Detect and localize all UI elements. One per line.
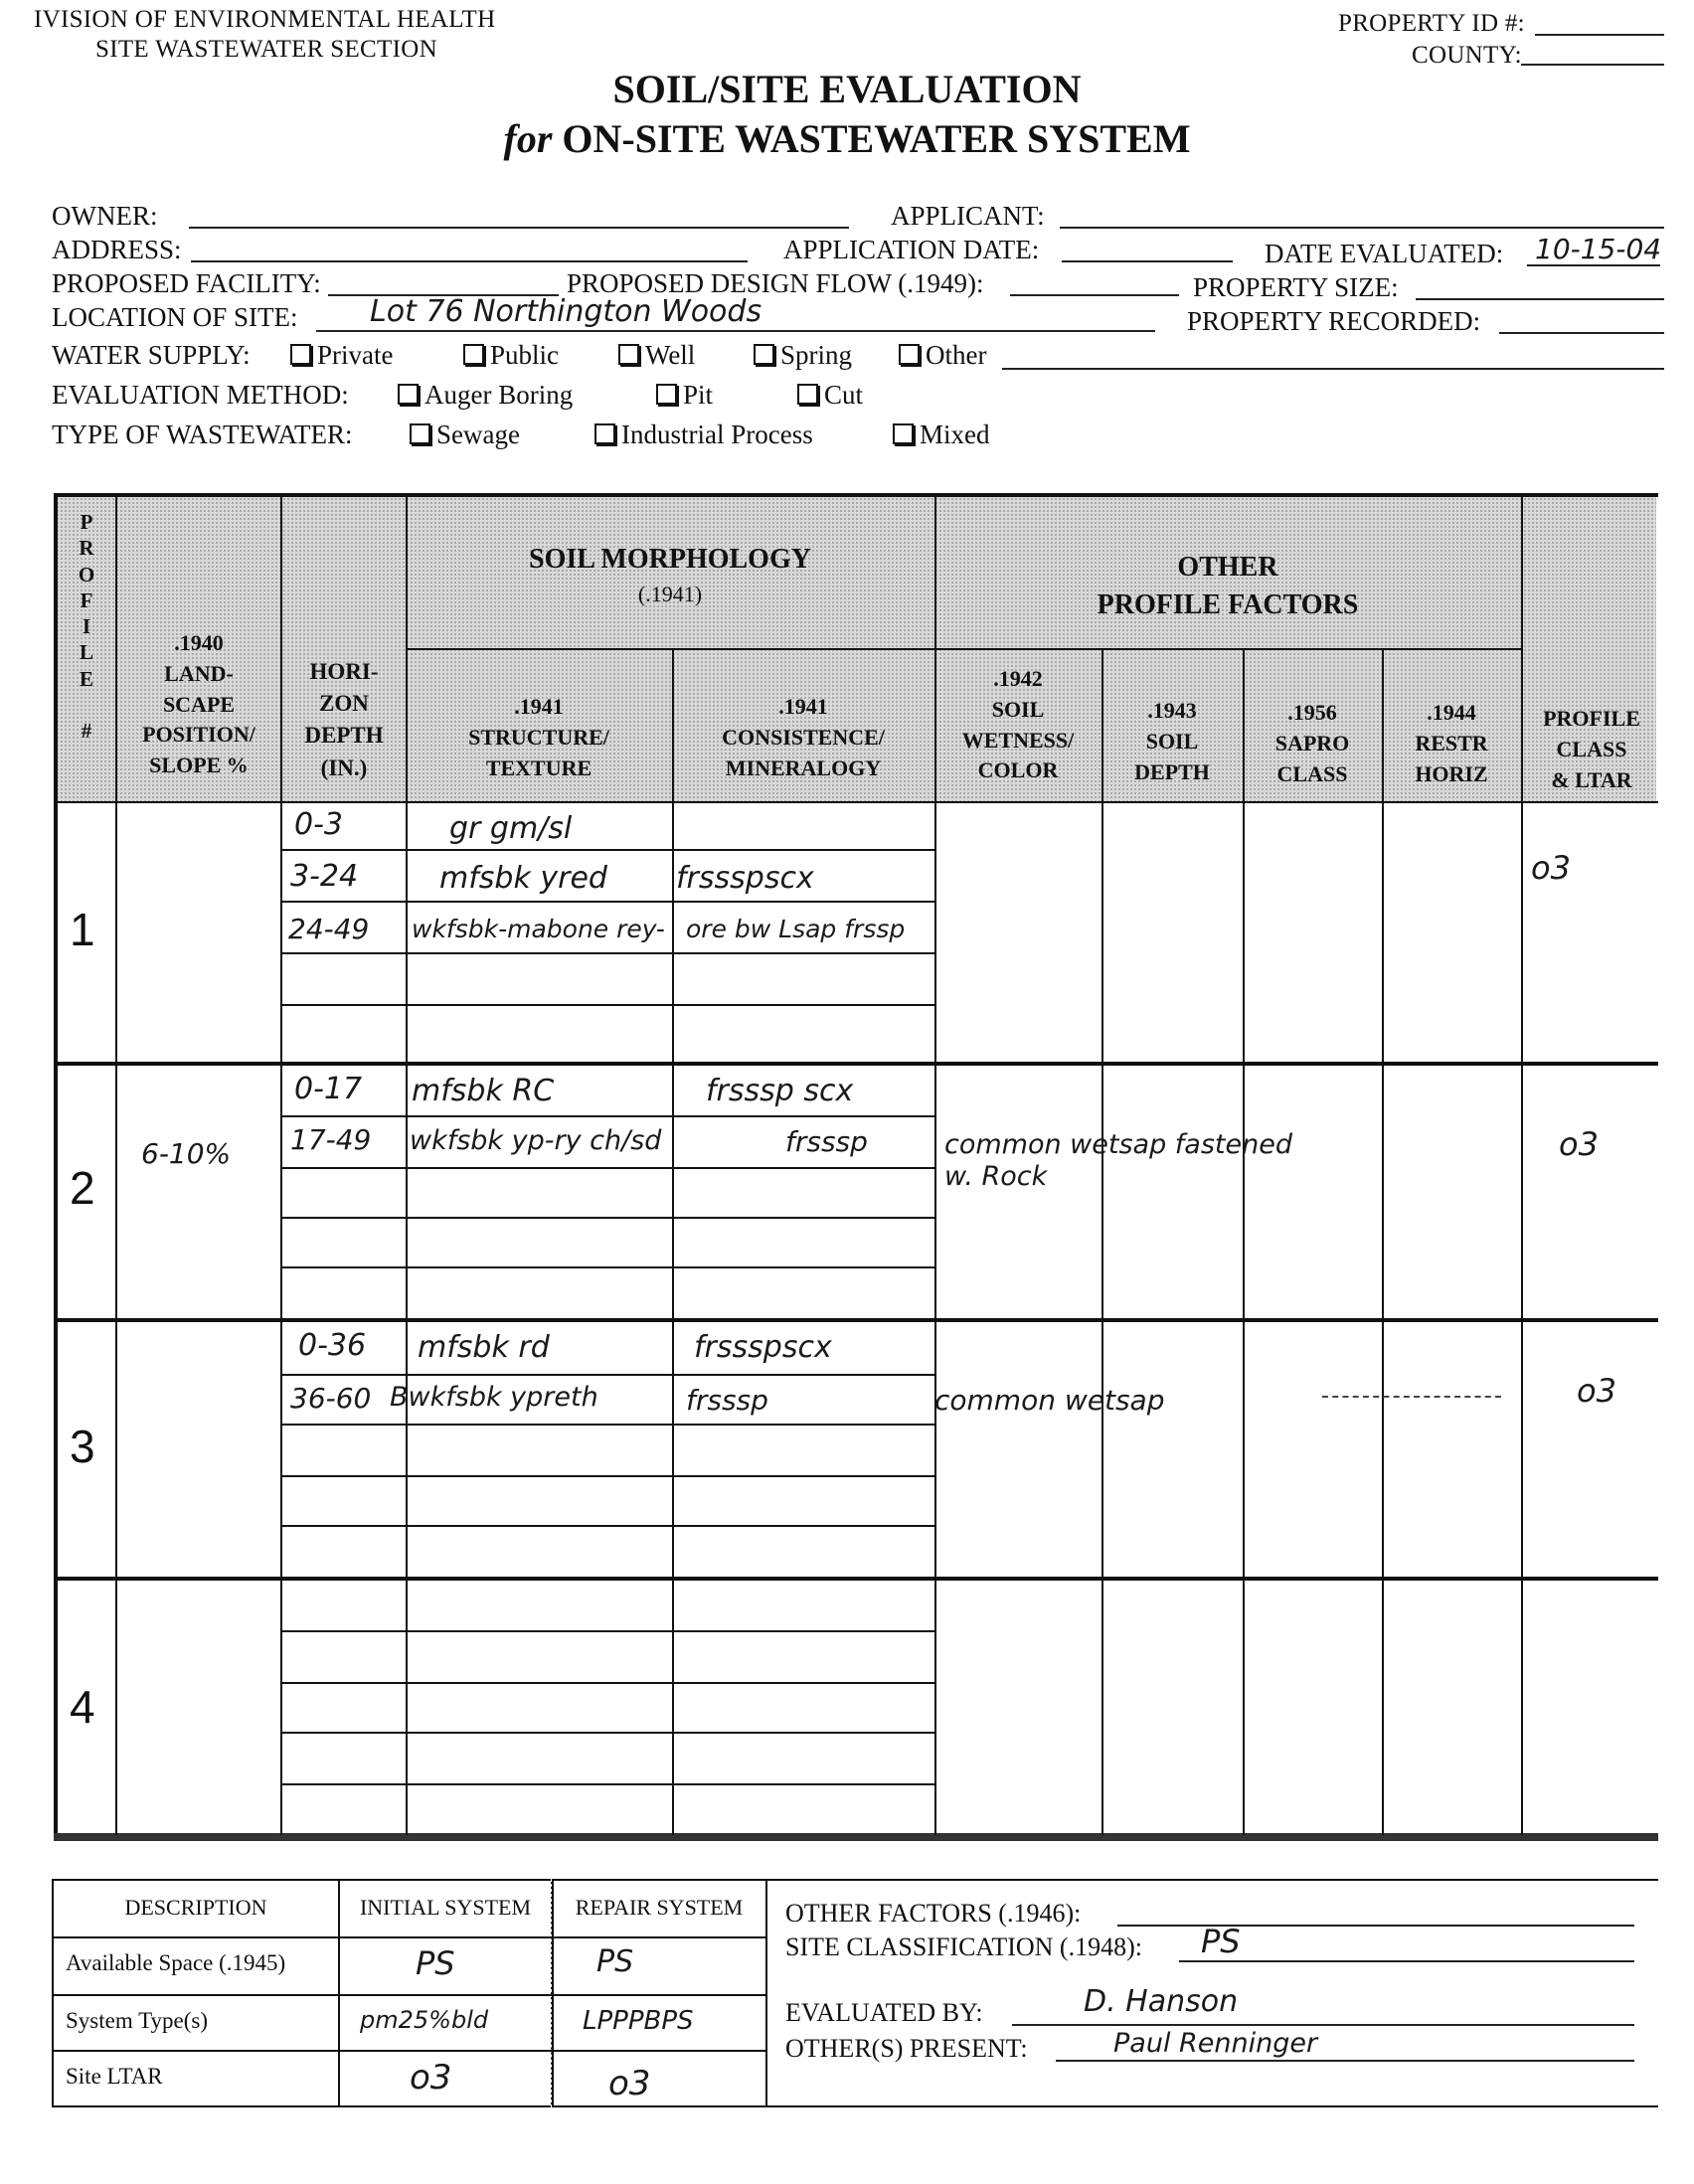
- row-system-type-initial: pm25%bld: [360, 2006, 489, 2034]
- property-id-line[interactable]: [1535, 34, 1664, 36]
- division-title: IVISION OF ENVIRONMENTAL HEALTH: [34, 6, 496, 33]
- water-supply-spring[interactable]: [754, 340, 852, 371]
- horizon-row-line: [280, 1374, 934, 1376]
- horizon-row-line: [280, 901, 934, 903]
- horizon-row-line: [280, 1004, 934, 1006]
- horizon-row-line: [280, 1783, 934, 1785]
- property-id-label: PROPERTY ID #:: [1338, 10, 1525, 37]
- site-classification-value: PS: [1201, 1923, 1241, 1960]
- p2-depth-1: 0-17: [294, 1072, 363, 1106]
- other-factors-label: OTHER FACTORS (.1946):: [785, 1899, 1082, 1928]
- water-supply-other-line[interactable]: [1002, 368, 1664, 370]
- p3-structure-1: mfsbk rd: [418, 1330, 550, 1365]
- evaluated-by-line[interactable]: [1012, 2024, 1634, 2026]
- p3-depth-1: 0-36: [298, 1328, 367, 1363]
- soil-morphology-title: SOIL MORPHOLOGY: [529, 544, 811, 575]
- p3-wetness: common wetsap: [934, 1384, 1165, 1417]
- p2-class: o3: [1559, 1125, 1599, 1163]
- section-title: SITE WASTEWATER SECTION: [95, 36, 437, 63]
- others-present-line[interactable]: [1056, 2060, 1634, 2062]
- form-title: SOIL/SITE EVALUATION: [612, 67, 1082, 111]
- p2-structure-1: mfsbk RC: [412, 1074, 555, 1108]
- p3-class: o3: [1577, 1372, 1616, 1410]
- row-site-ltar-initial: o3: [410, 2058, 452, 2098]
- horizon-row-line: [280, 1732, 934, 1734]
- option-label: Cut: [824, 380, 864, 410]
- horizon-row-line: [280, 1682, 934, 1684]
- p2-wetness: common wetsap fastened w. Rock: [944, 1129, 1292, 1193]
- checkbox-icon[interactable]: [594, 423, 615, 444]
- date-evaluated-label: DATE EVALUATED:: [1265, 239, 1504, 268]
- header-consistence: .1941 CONSISTENCE/ MINERALOGY: [722, 694, 885, 780]
- row-site-ltar-repair: o3: [608, 2064, 651, 2103]
- wastewater-type-industrial[interactable]: [594, 420, 813, 450]
- col-divider: [1382, 648, 1384, 1835]
- address-label: ADDRESS:: [52, 235, 182, 264]
- row-system-type-repair: LPPPBPS: [583, 2006, 694, 2036]
- horizon-row-line: [280, 1217, 934, 1219]
- horizon-row-line: [280, 952, 934, 954]
- row-available-space-initial: PS: [416, 1944, 455, 1982]
- checkbox-icon[interactable]: [290, 344, 311, 365]
- profile-number: 4: [70, 1681, 95, 1733]
- p1-consistence-2: frssspscx: [676, 861, 814, 896]
- water-supply-well[interactable]: [618, 340, 695, 371]
- profile-separator: [54, 1577, 1658, 1581]
- checkbox-icon[interactable]: [893, 423, 914, 444]
- application-date-label: APPLICATION DATE:: [783, 235, 1040, 264]
- checkbox-icon[interactable]: [618, 344, 639, 365]
- bottom-head-repair: REPAIR SYSTEM: [575, 1895, 744, 1920]
- row-available-space-label: Available Space (.1945): [66, 1950, 286, 1975]
- option-label: Public: [490, 340, 560, 370]
- row-system-type-label: System Type(s): [66, 2008, 208, 2033]
- option-label: Private: [317, 340, 394, 370]
- bottom-row-line: [52, 2050, 765, 2052]
- p2-landscape: 6-10%: [141, 1137, 232, 1170]
- header-landscape: .1940 LAND- SCAPE POSITION/ SLOPE %: [142, 630, 255, 778]
- soil-morphology-code: (.1941): [637, 581, 703, 606]
- p1-structure-3: wkfsbk-mabone rey-: [412, 915, 665, 943]
- horizon-row-line: [280, 1525, 934, 1527]
- p3-consistence-2: frsssp: [686, 1384, 768, 1417]
- address-line[interactable]: [191, 260, 748, 262]
- wastewater-type-mixed[interactable]: [893, 420, 990, 450]
- header-sapro: .1956 SAPRO CLASS: [1274, 700, 1350, 786]
- header-subdivide-line: [406, 648, 1521, 650]
- checkbox-icon[interactable]: [410, 423, 430, 444]
- p3-depth-2: 36-60: [290, 1382, 372, 1415]
- checkbox-icon[interactable]: [398, 384, 419, 405]
- evaluated-by-label: EVALUATED BY:: [785, 1998, 983, 2027]
- horizon-row-line: [280, 1475, 934, 1477]
- evaluated-by-signature: D. Hanson: [1084, 1984, 1239, 2019]
- header-wetness: .1942 SOIL WETNESS/ COLOR: [961, 666, 1075, 783]
- water-supply-label: WATER SUPPLY:: [52, 340, 251, 370]
- option-label: Auger Boring: [424, 380, 574, 410]
- water-supply-public[interactable]: [463, 340, 559, 371]
- applicant-label: APPLICANT:: [891, 201, 1045, 231]
- owner-label: OWNER:: [52, 201, 158, 231]
- header-soil-depth: .1943 SOIL DEPTH: [1134, 698, 1210, 784]
- horizon-row-line: [280, 1167, 934, 1169]
- p3-consistence-1: frssspscx: [694, 1330, 832, 1365]
- horizon-row-line: [280, 1266, 934, 1268]
- form-subtitle-text: ON-SITE WASTEWATER SYSTEM: [562, 116, 1191, 161]
- horizon-row-line: [280, 1630, 934, 1632]
- option-label: Mixed: [920, 420, 990, 449]
- other-factors-line[interactable]: [1117, 1925, 1634, 1927]
- header-profile: P R O F I L E #: [78, 510, 95, 743]
- option-label: Other: [926, 340, 987, 370]
- horizon-row-line: [280, 1115, 934, 1117]
- bottom-head-initial: INITIAL SYSTEM: [359, 1895, 532, 1920]
- evaluation-method-auger[interactable]: [398, 380, 573, 411]
- p1-consistence-3: ore bw Lsap frssp: [686, 915, 906, 943]
- col-divider: [280, 495, 282, 1835]
- col-divider: [1521, 495, 1523, 1835]
- wastewater-type-sewage[interactable]: [410, 420, 520, 450]
- property-recorded-label: PROPERTY RECORDED:: [1187, 306, 1481, 336]
- horizon-row-line: [280, 1424, 934, 1426]
- checkbox-icon[interactable]: [797, 384, 818, 405]
- header-horizon: HORI- ZON DEPTH (IN.): [304, 659, 384, 780]
- wastewater-type-label: TYPE OF WASTEWATER:: [52, 420, 353, 449]
- bottom-col-divider: [765, 1879, 767, 2107]
- owner-line[interactable]: [189, 227, 849, 229]
- profile-number: 2: [70, 1162, 95, 1214]
- date-evaluated-value: 10-15-04: [1535, 233, 1662, 265]
- p1-structure-1: gr gm/sl: [449, 811, 573, 846]
- evaluation-method-pit[interactable]: [656, 380, 713, 411]
- evaluation-method-label: EVALUATION METHOD:: [52, 380, 349, 410]
- county-label: COUNTY:: [1412, 42, 1522, 69]
- option-label: Pit: [683, 380, 714, 410]
- row-available-space-repair: PS: [596, 1944, 634, 1979]
- p3-dash-line: [1322, 1396, 1501, 1398]
- header-bottom-line: [56, 801, 1658, 803]
- table-top-border: [54, 493, 1658, 497]
- water-supply-private[interactable]: [290, 340, 393, 371]
- option-label: Industrial Process: [621, 420, 813, 449]
- others-present-label: OTHER(S) PRESENT:: [785, 2034, 1028, 2063]
- form-subtitle-for: for: [503, 116, 553, 161]
- bottom-head-description: DESCRIPTION: [124, 1895, 267, 1920]
- bottom-row-line: [52, 1936, 765, 1938]
- table-left-border: [54, 493, 58, 1835]
- horizon-row-line: [280, 849, 934, 851]
- header-soil-morphology: [408, 543, 932, 609]
- property-size-line[interactable]: [1416, 298, 1664, 300]
- checkbox-icon[interactable]: [463, 344, 484, 365]
- p2-structure-2: wkfsbk yp-ry ch/sd: [410, 1125, 662, 1156]
- proposed-facility-label: PROPOSED FACILITY:: [52, 268, 321, 298]
- p1-class: o3: [1531, 849, 1571, 887]
- design-flow-label: PROPOSED DESIGN FLOW (.1949):: [567, 268, 984, 298]
- col-divider: [1243, 648, 1245, 1835]
- bottom-bottom-line: [52, 2105, 1658, 2107]
- checkbox-icon[interactable]: [656, 384, 677, 405]
- option-label: Well: [645, 340, 696, 370]
- p2-consistence-2: frsssp: [785, 1125, 868, 1158]
- p2-depth-2: 17-49: [290, 1123, 372, 1156]
- col-divider: [672, 648, 674, 1835]
- form-subtitle: [0, 115, 1694, 162]
- bottom-top-line: [52, 1879, 1658, 1881]
- header-restr: .1944 RESTR HORIZ: [1415, 700, 1488, 786]
- row-site-ltar-label: Site LTAR: [66, 2064, 163, 2089]
- checkbox-icon[interactable]: [899, 344, 920, 365]
- p1-depth-1: 0-3: [294, 807, 343, 842]
- p1-depth-2: 3-24: [290, 859, 359, 894]
- p1-depth-3: 24-49: [288, 913, 370, 945]
- location-value: Lot 76 Northington Woods: [370, 294, 762, 329]
- col-divider: [115, 495, 117, 1835]
- profile-number: 1: [70, 904, 95, 955]
- header-other-factors: OTHER PROFILE FACTORS: [1097, 552, 1359, 620]
- header-profile-class: PROFILE CLASS & LTAR: [1543, 706, 1640, 792]
- bottom-row-line: [52, 1994, 765, 1996]
- location-label: LOCATION OF SITE:: [52, 302, 298, 332]
- location-line[interactable]: [316, 330, 1155, 332]
- p1-structure-2: mfsbk yred: [439, 861, 607, 896]
- table-bottom-border: [54, 1833, 1658, 1841]
- water-supply-other[interactable]: [899, 340, 986, 371]
- application-date-line[interactable]: [1062, 260, 1233, 262]
- site-classification-line[interactable]: [1179, 1960, 1634, 1962]
- property-recorded-line[interactable]: [1499, 332, 1664, 334]
- profile-number: 3: [70, 1421, 95, 1472]
- p2-consistence-1: frsssp scx: [706, 1074, 854, 1108]
- option-label: Spring: [780, 340, 853, 370]
- site-classification-label: SITE CLASSIFICATION (.1948):: [785, 1932, 1142, 1961]
- design-flow-line[interactable]: [1010, 294, 1179, 296]
- col-divider: [1101, 648, 1103, 1835]
- header-structure: .1941 STRUCTURE/ TEXTURE: [468, 694, 609, 780]
- option-label: Sewage: [436, 420, 520, 449]
- checkbox-icon[interactable]: [754, 344, 774, 365]
- profile-separator: [54, 1318, 1658, 1322]
- others-present-signature: Paul Renninger: [1113, 2028, 1318, 2059]
- p3-structure-2: Bwkfsbk ypreth: [390, 1382, 598, 1413]
- evaluation-method-cut[interactable]: [797, 380, 863, 411]
- property-size-label: PROPERTY SIZE:: [1193, 272, 1399, 302]
- profile-separator: [54, 1062, 1658, 1066]
- applicant-line[interactable]: [1060, 227, 1664, 229]
